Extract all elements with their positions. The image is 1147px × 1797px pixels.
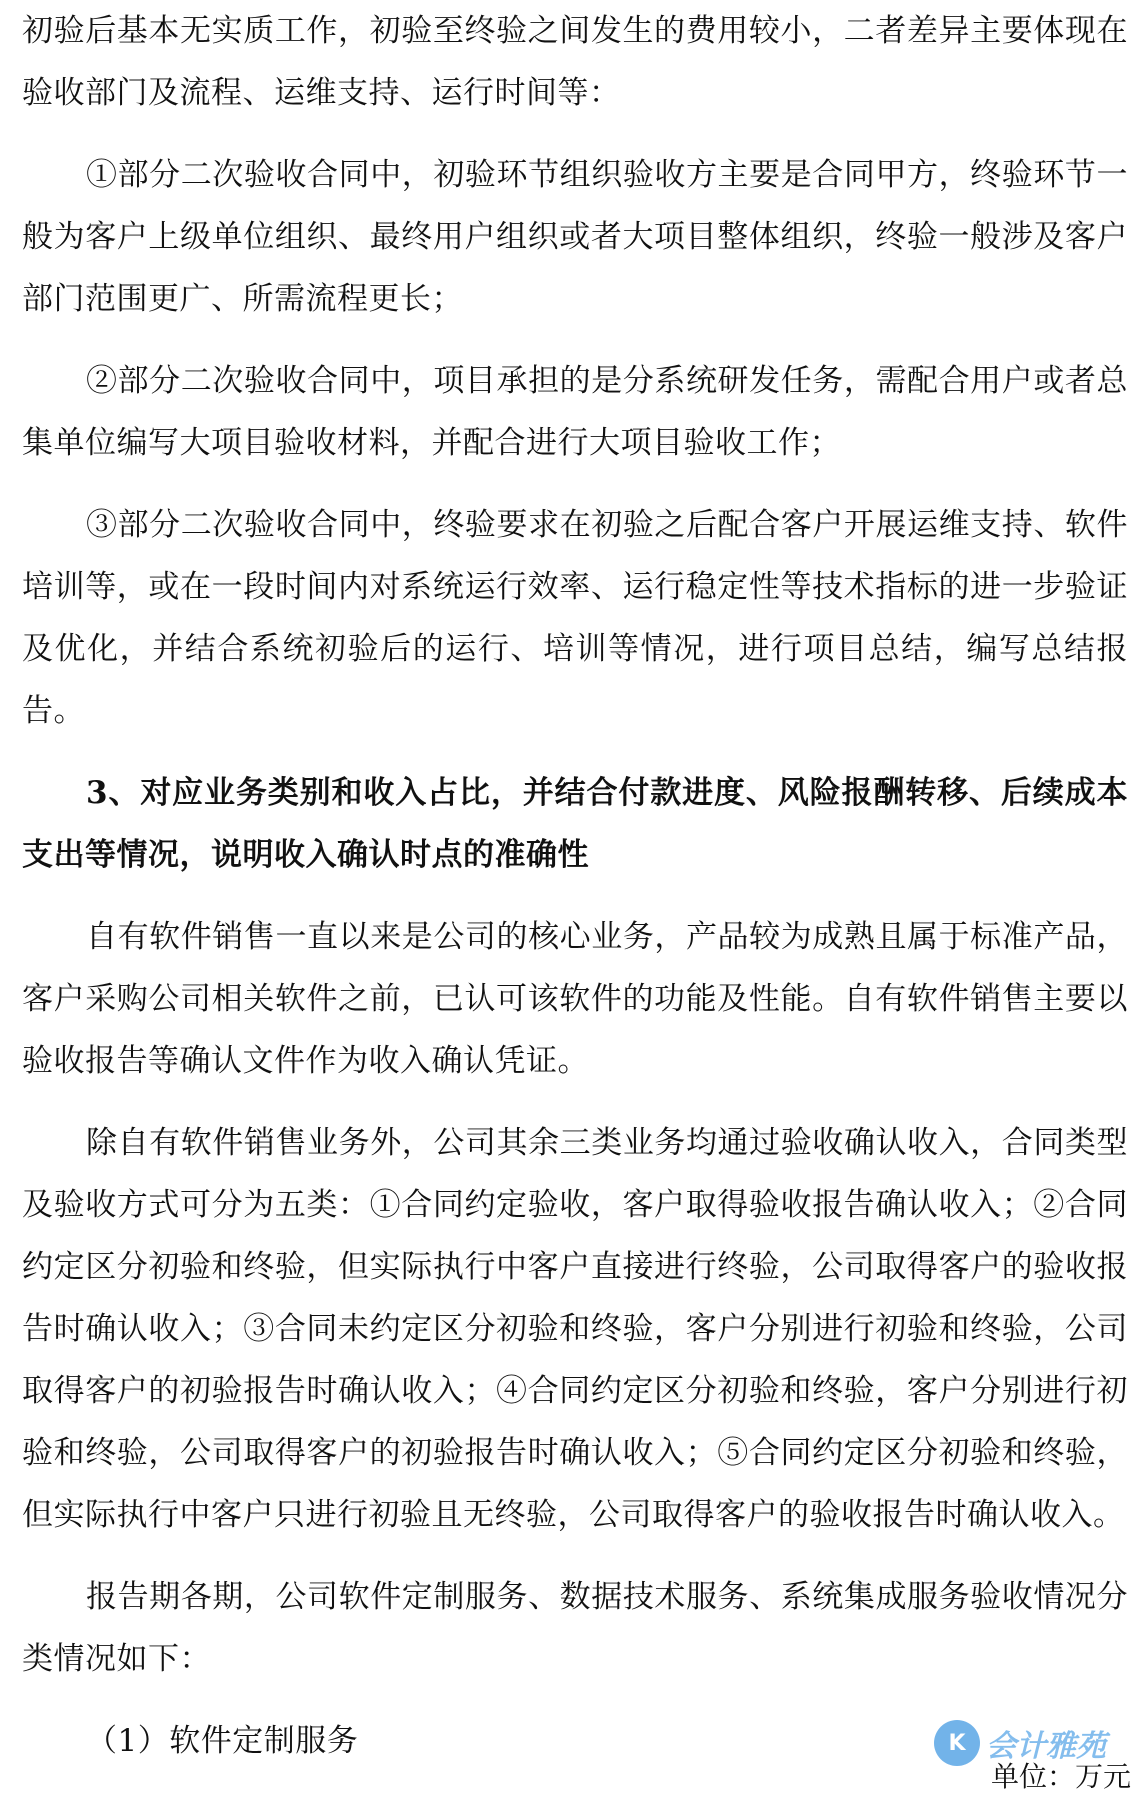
paragraph-item-3: ③部分二次验收合同中，终验要求在初验之后配合客户开展运维支持、软件培训等，或在一段时间内对系统运行效率、运行稳定性等技术指标的进一步验证及优化，并结合系统初验后的运行、培训等情况，进行项目总结，编写总结报告。 xyxy=(22,507,1128,729)
paragraph-own-software: 自有软件销售一直以来是公司的核心业务，产品较为成熟且属于标准产品，客户采购公司相关软件之前，已认可该软件的功能及性能。自有软件销售主要以验收报告等确认文件作为收入确认凭证。 xyxy=(22,919,1128,1079)
paragraph-report-period: 报告期各期，公司软件定制服务、数据技术服务、系统集成服务验收情况分类情况如下： xyxy=(22,1579,1128,1677)
unit-label: 单位：万元 xyxy=(990,1760,1131,1793)
watermark-logo-icon: K xyxy=(934,1720,980,1766)
watermark-text: 会计雅苑 xyxy=(986,1729,1106,1764)
section-heading-3: 3、对应业务类别和收入占比，并结合付款进度、风险报酬转移、后续成本支出等情况，说明收入确认时点的准确性 xyxy=(22,775,1128,873)
paragraph-intro: 初验后基本无实质工作，初验至终验之间发生的费用较小，二者差异主要体现在验收部门及流程、运维支持、运行时间等： xyxy=(22,13,1128,111)
subheading-software-custom: （1）软件定制服务 xyxy=(86,1723,359,1759)
paragraph-item-1: ①部分二次验收合同中，初验环节组织验收方主要是合同甲方，终验环节一般为客户上级单位组织、最终用户组织或者大项目整体组织，终验一般涉及客户部门范围更广、所需流程更长； xyxy=(22,157,1128,317)
paragraph-contract-types: 除自有软件销售业务外，公司其余三类业务均通过验收确认收入，合同类型及验收方式可分为五类：①合同约定验收，客户取得验收报告确认收入；②合同约定区分初验和终验，但实际执行中客户直接进行终验，公司取得客户的验收报告时确认收入；③合同未约定区分初验和终验，客户分别进行初验和终验，公司取得客户的初验报告时确认收入；④合同约定区分初验和终验，客户分别进行初验和终验，公司取得客户的初验报告时确认收入；⑤合同约定区分初验和终验，但实际执行中客户只进行初验且无终验，公司取得客户的验收报告时确认收入。 xyxy=(22,1125,1128,1533)
paragraph-item-2: ②部分二次验收合同中，项目承担的是分系统研发任务，需配合用户或者总集单位编写大项目验收材料，并配合进行大项目验收工作； xyxy=(22,363,1128,461)
document-page xyxy=(22,0,1128,1772)
